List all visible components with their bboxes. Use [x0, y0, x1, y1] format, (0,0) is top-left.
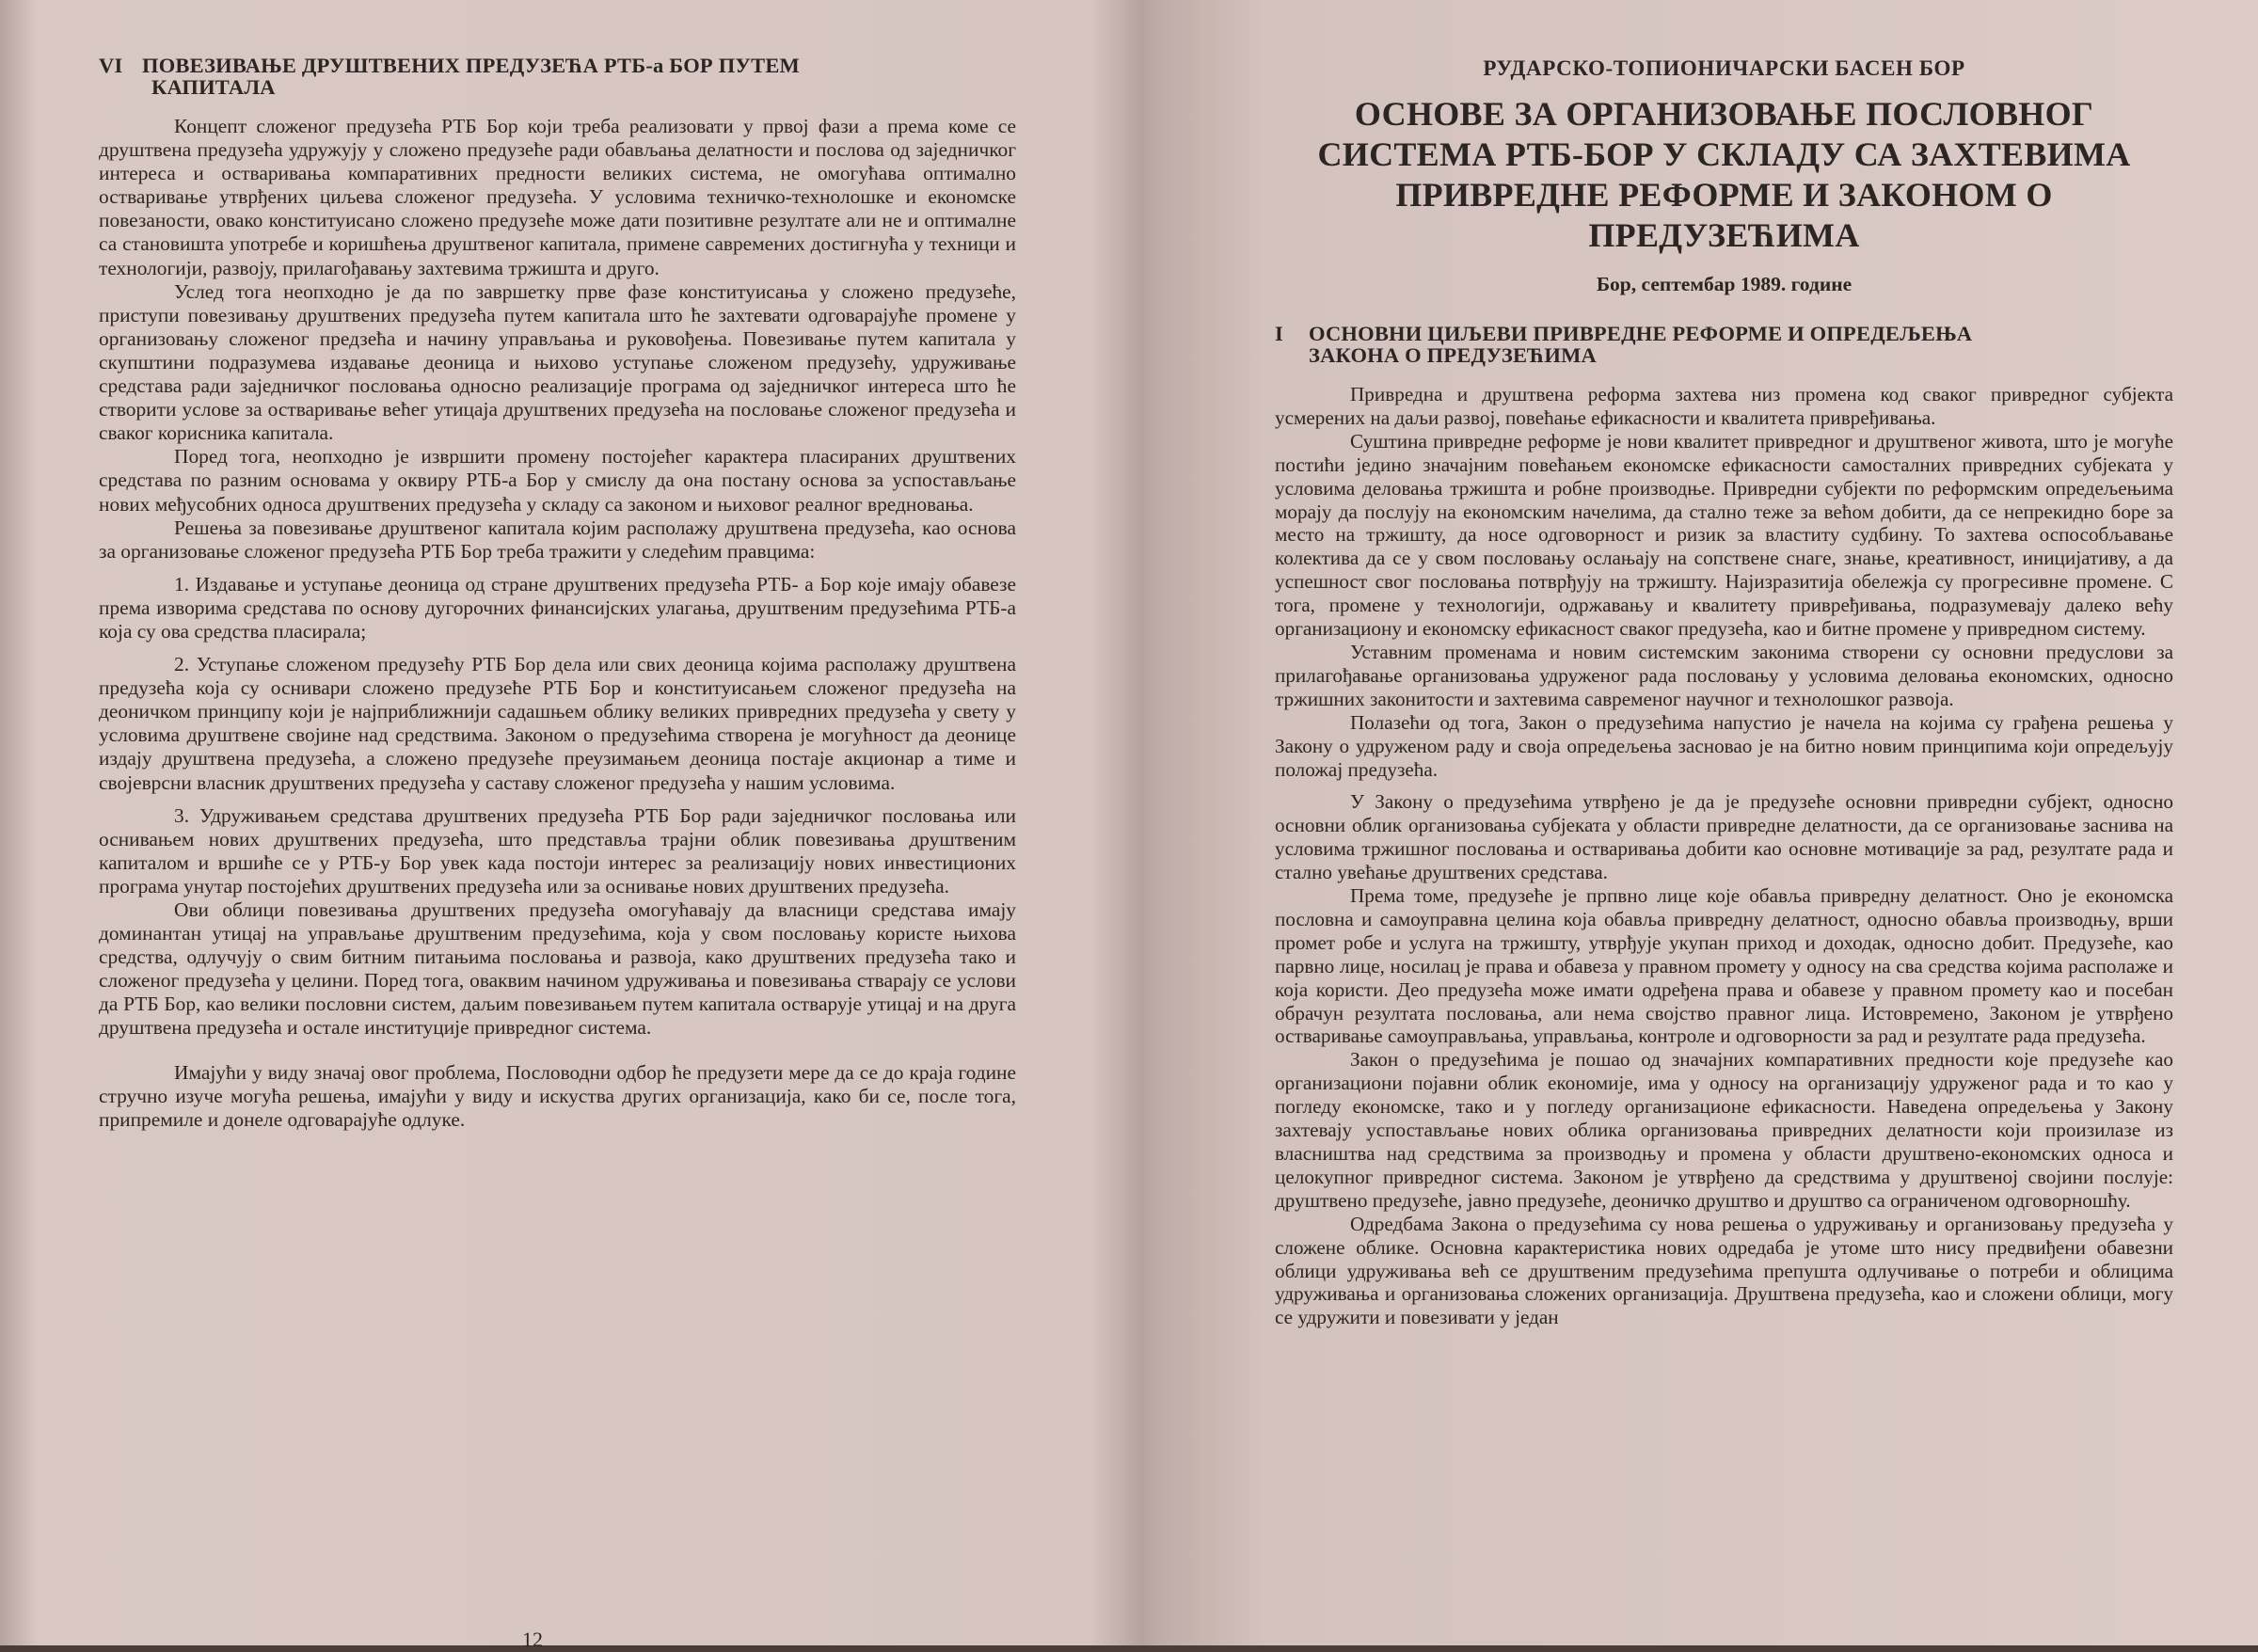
- left-paragraph: Концепт сложеног предузећа РТБ Бор који треба реализовати у првој фази а према коме се друштвена предузећа удружују у сложено предузеће ради обављања делатности и послова од заједничког интереса и остваривања компаративних предности великих система, не омогућава оптимално остваривање утврђених циљева сложеног предузећа. У условима техничко-технолошке и економске повезаности, овако конституисано сложено предузеће може дати позитивне резултате али не и оптималне са становишта употребе и коришћења друштвеног капитала, примене савремених достигнућа у техници и технологији, развоју, прилагођавању захтевима тржишта и друго.: [99, 115, 1016, 279]
- left-section-heading: [99, 55, 1016, 98]
- right-paragraph: У Закону о предузећима утврђено је да је предузеће основни привредни субјект, односно основни облик организовања субјеката у области привредне делатности, да се организовање заснива на условима тржишног пословања и остваривања добити као основне мотивације за рад, резултате рада и стално увећање друштвених средстава.: [1275, 790, 2173, 884]
- left-paragraph: Услед тога неопходно је да по завршетку прве фазе конституисања у сложено предузеће, приступи повезивању друштвених предузећа путем капитала што ће захтевати одговарајуће промене у организовању сложеног предзећа и начину управљања и руковођења. Повезивање путем капитала у скупштини подразумева издавање деоница и њихово уступање сложеном предузећу, удруживање средстава ради заједничког пословања односно реализације програма од заједничког интереса што ће створити услове за остваривање већег утицаја друштвених предузећа на пословање сложеног предузећа и сваког корисника капитала.: [99, 279, 1016, 445]
- left-paragraph: Решења за повезивање друштвеног капитала којим располажу друштвена предузећа, као основа за организовање сложеног предузећа РТБ Бор треба тражити у следећим правцима:: [99, 516, 1016, 563]
- right-paragraph: Привредна и друштвена реформа захтева низ промена код сваког привредног субјекта усмерених на даљи развој, повећање ефикасности и квалитета привређивања.: [1275, 383, 2173, 429]
- left-list-item: 3. Удруживањем средстава друштвених предузећа РТБ Бор ради заједничког пословања или оснивањем нових друштвених предузећа, што представља трајни облик повезивања друштвеним капиталом и вршиће се у РТБ-у Бор увек када постоји интерес за реализацију нових инвестиционих програма унутар постојећих друштвених предузећа или за оснивање нових друштвених предузећа.: [99, 803, 1016, 897]
- page-number: 12: [522, 1628, 543, 1651]
- right-section-title-line1: ОСНОВНИ ЦИЉЕВИ ПРИВРЕДНЕ РЕФОРМЕ И ОПРЕДЕЉЕЊА: [1309, 322, 1973, 345]
- left-list-item: 1. Издавање и уступање деоница од стране друштвених предузећа РТБ- а Бор које имају обавезе према изворима средстава по основу дугорочних финансијских улагања, друштвеним предузећима РТБ-а која су ова средства пласирала;: [99, 572, 1016, 643]
- right-paragraph: Суштина привредне реформе је нови квалитет привредног и друштвеног живота, што је могуће постићи једино значајним повећањем економске ефикасности самосталних привредних субјеката у условима деловања тржишта и робне производње. Привредни субјекти по реформским опредељењима морају да послују на економским начелима, да стално теже за већом добити, да се непрекидно боре за место на тржишту, да носе одговорност и ризик за властиту судбину. То захтева оспособљавање колектива да се у свом пословању ослањају на сопствене снаге, знање, креативност, иницијативу, а да успешност свог пословања потврђују на тржишту. Најизразитија обележја су прогресивне промене. С тога, промене у технологији, одржавању и квалитету привређивања, подразумевају далеко већу организациону и економску ефикасност сваког предузећа, као и битне промене у привредном систему.: [1275, 429, 2173, 641]
- left-section-title-line1: ПОВЕЗИВАЊЕ ДРУШТВЕНИХ ПРЕДУЗЕЋА РТБ-а БОР ПУТЕМ: [142, 54, 800, 77]
- left-paragraph: Ови облици повезивања друштвених предузећа омогућавају да власници средстава имају доминантан утицај на управљање друштвеним предузећима, која у свом пословању користе њихова средства, одлучују о свим битним питањима пословања и развоја, како друштвених предузећа тако и сложеног предузећа у целини. Поред тога, оваквим начином удруживања и повезивања стварају се услови да РТБ Бор, као велики пословни систем, даљим повезивањем путем капитала остварује утицај и на друга друштвена предузећа и остале институције привредног система.: [99, 898, 1016, 1040]
- document-title: ОСНОВЕ ЗА ОРГАНИЗОВАЊЕ ПОСЛОВНОГ СИСТЕМА РТБ-БОР У СКЛАДУ СА ЗАХТЕВИМА ПРИВРЕДНЕ РЕФОРМЕ И ЗАКОНОМ О ПРЕДУЗЕЋИМА: [1317, 95, 2131, 254]
- right-paragraph: Уставним променама и новим системским законима створени су основни предуслови за прилагођавање организовања удруженог рада пословању у условима деловања економских, односно тржишних законитости и захтевима савременог научног и технолошког развоја.: [1275, 640, 2173, 710]
- left-paragraph: Поред тога, неопходно је извршити промену постојећег карактера пласираних друштвених средстава по разним основама у оквиру РТБ-а Бор у смислу да она постану основа за успостављање нових међусобних односа друштвених предузећа у складу са законом и њиховог реалног вредновања.: [99, 445, 1016, 516]
- right-paragraph: Одредбама Закона о предузећима су нова решења о удруживању и организовању предузећа у сложене облике. Основна карактеристика нових одредаба је утоме што нису предвиђени обавезни облици удруживања већ се друштвеним предузећима препушта одлучивање о потреби и облицима удруживања и организовања сложених организација. Друштвена предузећа, као и сложени облици, могу се удружити и повезивати у један: [1275, 1212, 2173, 1329]
- page-edge-shadow: [0, 0, 38, 1645]
- right-paragraph: Према томе, предузеће је прпвно лице које обавља привредну делатност. Оно је економска пословна и самоуправна целина која обавља привредну делатност, односно обавља производњу, врши промет робе и услуга на тржишту, утврђује укупан приход и доходак, односно добит. Предузеће, као парвно лице, носилац је права и обавеза у правном промету у односу на сва средства којима располаже и која користи. Део предузећа може имати одређена права и обавезе у правном промету као и посебан обрачун резултата пословања, али нема својство правног лица. Истовремено, Законом је утврђено остваривање самоуправљања, управљања, контроле и одговорности за рад и резултате рада предузећа.: [1275, 884, 2173, 1048]
- right-section-heading: [1275, 323, 2173, 366]
- journal-header: РУДАРСКО-ТОПИОНИЧАРСКИ БАСЕН БОР: [1483, 56, 1965, 80]
- book-gutter: [1091, 0, 1204, 1645]
- right-section-number: I: [1275, 322, 1283, 345]
- right-section-title-line2: ЗАКОНА О ПРЕДУЗЕЋИМА: [1309, 343, 1597, 367]
- left-section-number: VI: [99, 54, 123, 77]
- left-list-item: 2. Уступање сложеном предузећу РТБ Бор дела или свих деоница којима располажу друштвена предузећа која су оснивари сложено предузеће РТБ Бор и конституисањем сложеног предузећа на деоничком принципу који је најприближнији садашњем облику великих привредних предузећа у свету у условима друштвене својине над средствима. Законом о предузећима створена је могућност да деонице издају друштвена предузећа, а сложено предузеће преузимањем деоница постаје акционар а тиме и својеврсни власник друштвених предузећа у саставу сложеног предузећа у нашим условима.: [99, 653, 1016, 794]
- right-paragraph: Полазећи од тога, Закон о предузећима напустио је начела на којима су грађена решења у Закону о удруженом раду и своја опредељења засновао је на битно новим принципима који опредељују положај предузећа.: [1275, 710, 2173, 781]
- dateline: Бор, септембар 1989. године: [1596, 273, 1853, 295]
- right-page: [1275, 56, 2173, 1329]
- right-paragraph: Закон о предузећима је пошао од значајних компаративних предности које предузеће као организациони појавни облик економије, има у односу на организацију удруженог рада и то као у погледу економске, тако и у погледу организационе ефикасности. Наведена опредељења у Закону захтевају успостављање нових облика организовања привредних делатности који произилазе из власништва над средствима за производњу и промена у области друштвено-економских односа и целокупног привредног система. Законом је утврђено да средствима у друштвеној својини послује: друштвено предузеће, јавно предузеће, деоничко друштво и друштво са ограниченом одговорношћу.: [1275, 1048, 2173, 1212]
- left-paragraph: Имајући у виду значај овог проблема, Пословодни одбор ће предузети мере да се до краја године стручно изуче могућа решења, имајући у виду и искуства других организација, како би се, после тога, припремиле и донеле одговарајуће одлуке.: [99, 1060, 1016, 1131]
- left-page: [99, 55, 1016, 1132]
- left-section-title-line2: КАПИТАЛА: [151, 75, 276, 99]
